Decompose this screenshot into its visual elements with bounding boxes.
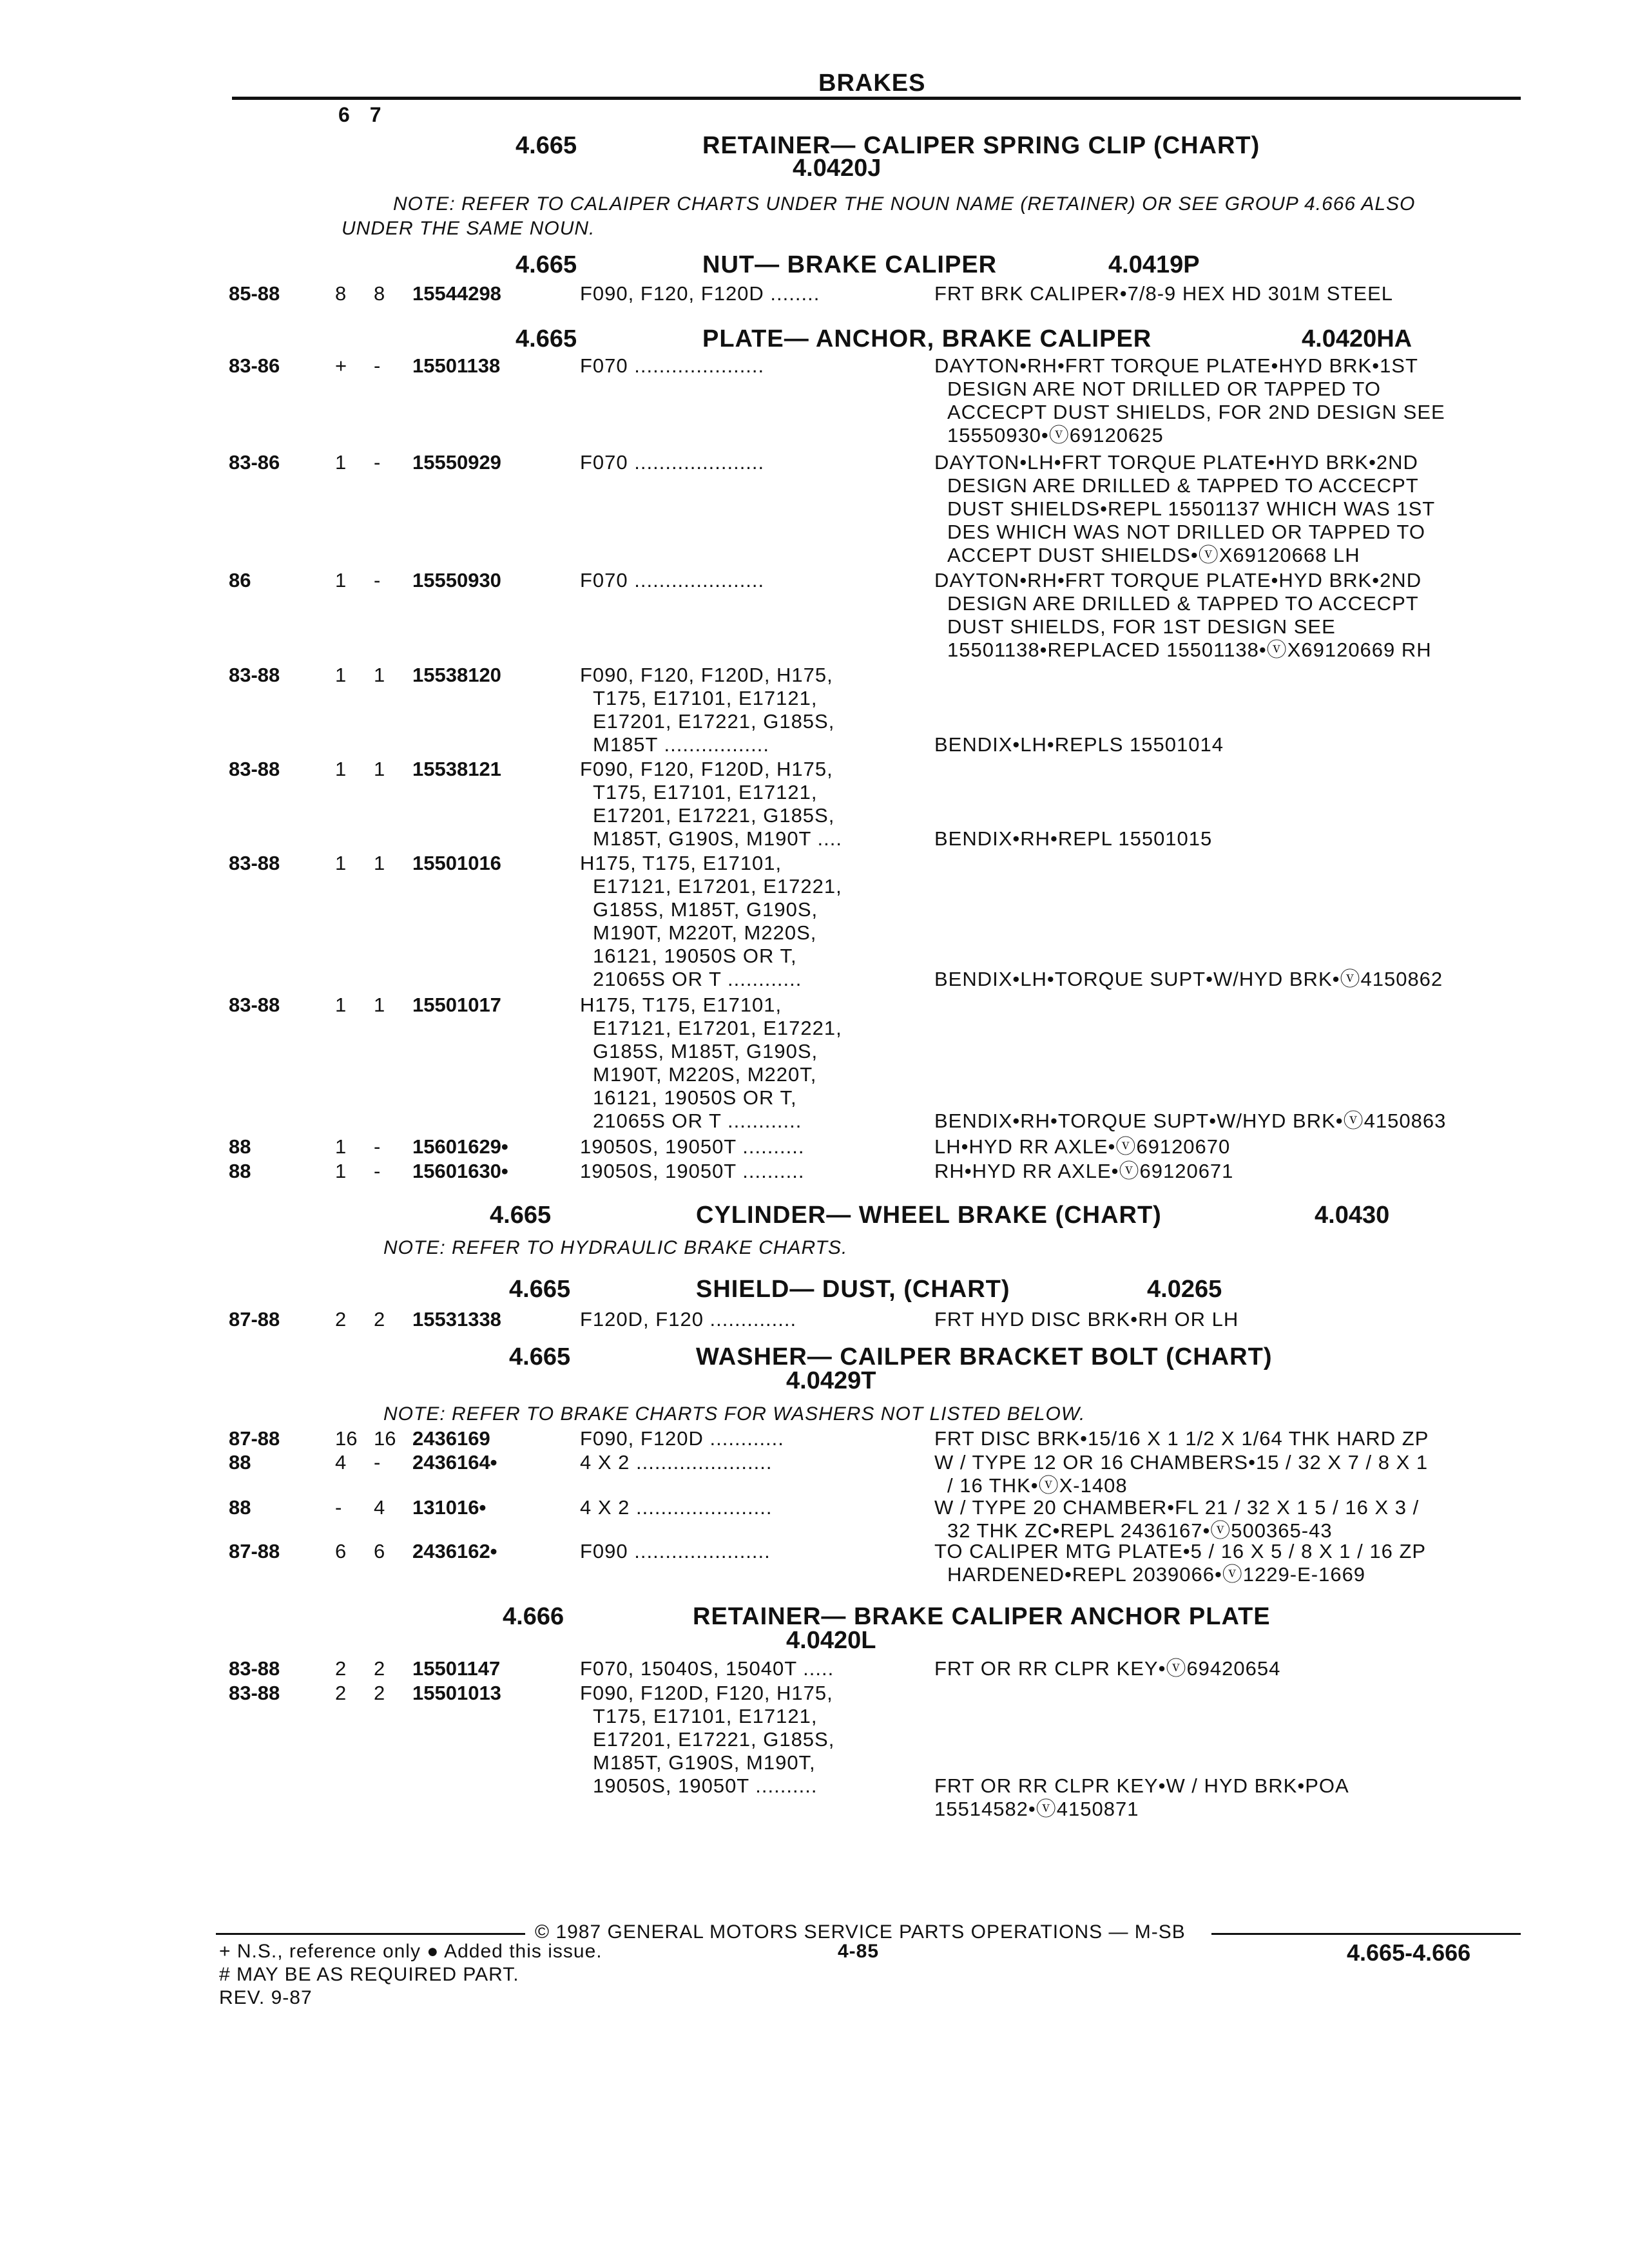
row-model-line: M190T, M220T, M220S,: [593, 921, 817, 944]
section-code: 4.0430: [1315, 1202, 1390, 1229]
row-qty-2: -: [374, 451, 381, 474]
section-title: RETAINER— CALIPER SPRING CLIP (CHART): [702, 132, 1260, 159]
section-title: WASHER— CAILPER BRACKET BOLT (CHART): [696, 1343, 1273, 1370]
row-qty-1: 1: [335, 994, 347, 1016]
row-description-line: LH•HYD RR AXLE•ⓥ69120670: [934, 1135, 1231, 1158]
row-description-line: DUST SHIELDS•REPL 15501137 WHICH WAS 1ST: [947, 497, 1436, 520]
page-header: BRAKES: [818, 70, 926, 97]
row-qty-2: 4: [374, 1496, 385, 1519]
row-qty-1: 2: [335, 1682, 347, 1704]
row-years: 83-86: [229, 451, 280, 474]
section-title: SHIELD— DUST, (CHART): [696, 1276, 1010, 1303]
row-description-line: ACCECPT DUST SHIELDS, FOR 2ND DESIGN SEE: [947, 401, 1445, 423]
row-model-line: F070 .....................: [580, 451, 765, 474]
row-years: 87-88: [229, 1540, 280, 1562]
row-years: 83-88: [229, 664, 280, 686]
row-description-line: DAYTON•RH•FRT TORQUE PLATE•HYD BRK•1ST: [934, 354, 1418, 377]
section-title: NUT— BRAKE CALIPER: [702, 251, 998, 278]
row-part-number: 2436169: [412, 1427, 490, 1450]
row-description-line: W / TYPE 12 OR 16 CHAMBERS•15 / 32 X 7 / 8 X 1: [934, 1451, 1429, 1474]
row-qty-2: 16: [374, 1427, 396, 1450]
footer-rule-left: [216, 1933, 525, 1935]
row-model-line: E17121, E17201, E17221,: [593, 1017, 842, 1039]
row-part-number: 15501013: [412, 1682, 501, 1704]
row-qty-1: 1: [335, 852, 347, 874]
row-qty-1: 4: [335, 1451, 347, 1474]
row-part-number: 15544298: [412, 282, 501, 305]
row-description-line: 15550930•ⓥ69120625: [947, 424, 1164, 447]
row-years: 87-88: [229, 1427, 280, 1450]
row-model-line: E17201, E17221, G185S,: [593, 710, 835, 733]
row-part-number: 15538121: [412, 758, 501, 780]
row-years: 86: [229, 569, 251, 591]
row-qty-2: -: [374, 569, 381, 591]
row-part-number: 131016•: [412, 1496, 487, 1519]
row-qty-1: 1: [335, 758, 347, 780]
row-qty-1: 6: [335, 1540, 347, 1562]
row-qty-2: 1: [374, 664, 385, 686]
row-description-line: DAYTON•LH•FRT TORQUE PLATE•HYD BRK•2ND: [934, 451, 1418, 474]
row-years: 87-88: [229, 1308, 280, 1331]
row-model-line: F090, F120, F120D, H175,: [580, 758, 833, 780]
column-numbers: 6 7: [338, 103, 381, 126]
section-note: NOTE: REFER TO BRAKE CHARTS FOR WASHERS NOT LISTED BELOW.: [383, 1403, 1086, 1425]
row-qty-2: 1: [374, 758, 385, 780]
row-description-line: ACCEPT DUST SHIELDS•ⓥX69120668 LH: [947, 544, 1360, 566]
row-qty-2: -: [374, 1160, 381, 1182]
section-code: 4.0265: [1147, 1276, 1222, 1303]
row-years: 83-88: [229, 852, 280, 874]
row-model-line: F070 .....................: [580, 354, 765, 377]
row-model-line: F090, F120, F120D, H175,: [580, 664, 833, 686]
row-part-number: 15501016: [412, 852, 501, 874]
row-part-number: 15501147: [412, 1657, 501, 1680]
row-qty-2: -: [374, 1451, 381, 1474]
row-model-line: F070 .....................: [580, 569, 765, 591]
row-qty-1: 1: [335, 451, 347, 474]
section-group-number: 4.665: [516, 251, 577, 278]
row-description-line: FRT OR RR CLPR KEY•ⓥ69420654: [934, 1657, 1281, 1680]
section-code: 4.0420J: [793, 155, 882, 182]
row-part-number: 15501017: [412, 994, 501, 1016]
row-qty-1: 2: [335, 1308, 347, 1331]
row-model-line: G185S, M185T, G190S,: [593, 1040, 818, 1062]
row-model-line: T175, E17101, E17121,: [593, 781, 818, 803]
row-description-line: HARDENED•REPL 2039066•ⓥ1229-E-1669: [947, 1563, 1366, 1586]
row-model-line: F090 ......................: [580, 1540, 771, 1562]
row-model-line: M185T, G190S, M190T ....: [593, 827, 842, 850]
row-qty-2: 2: [374, 1657, 385, 1680]
row-description-line: 15514582•ⓥ4150871: [934, 1798, 1139, 1820]
row-model-line: T175, E17101, E17121,: [593, 687, 818, 709]
row-qty-2: 6: [374, 1540, 385, 1562]
row-model-line: E17201, E17221, G185S,: [593, 804, 835, 827]
section-title: CYLINDER— WHEEL BRAKE (CHART): [696, 1202, 1162, 1229]
row-part-number: 15550930: [412, 569, 501, 591]
row-years: 85-88: [229, 282, 280, 305]
row-qty-2: 8: [374, 282, 385, 305]
row-model-line: 16121, 19050S OR T,: [593, 1086, 797, 1109]
section-code: 4.0419P: [1108, 251, 1200, 278]
footer-page-number: 4-85: [838, 1941, 880, 1962]
row-qty-1: 1: [335, 569, 347, 591]
row-qty-1: 1: [335, 664, 347, 686]
section-group-number: 4.665: [509, 1343, 571, 1370]
row-qty-2: -: [374, 354, 381, 377]
row-model-line: 16121, 19050S OR T,: [593, 945, 797, 967]
row-model-line: F070, 15040S, 15040T .....: [580, 1657, 834, 1680]
row-description-line: 15501138•REPLACED 15501138•ⓥX69120669 RH: [947, 639, 1432, 661]
row-description-line: DUST SHIELDS, FOR 1ST DESIGN SEE: [947, 615, 1336, 638]
row-qty-1: 8: [335, 282, 347, 305]
row-model-line: 19050S, 19050T ..........: [580, 1135, 805, 1158]
section-code: 4.0420L: [786, 1627, 876, 1654]
row-part-number: 15550929: [412, 451, 501, 474]
row-model-line: 19050S, 19050T ..........: [593, 1774, 818, 1797]
footer-group-range: 4.665-4.666: [1347, 1939, 1471, 1966]
section-title: PLATE— ANCHOR, BRAKE CALIPER: [702, 325, 1152, 352]
row-model-line: H175, T175, E17101,: [580, 994, 782, 1016]
section-note: NOTE: REFER TO HYDRAULIC BRAKE CHARTS.: [383, 1237, 848, 1258]
section-note: UNDER THE SAME NOUN.: [342, 218, 595, 239]
row-years: 88: [229, 1135, 251, 1158]
row-years: 83-88: [229, 1682, 280, 1704]
row-qty-2: 2: [374, 1682, 385, 1704]
section-code: 4.0429T: [786, 1367, 876, 1394]
row-qty-1: 2: [335, 1657, 347, 1680]
row-description-line: DESIGN ARE DRILLED & TAPPED TO ACCECPT: [947, 474, 1419, 497]
row-years: 88: [229, 1496, 251, 1519]
row-qty-2: 1: [374, 852, 385, 874]
row-years: 88: [229, 1451, 251, 1474]
row-model-line: F090, F120, F120D ........: [580, 282, 820, 305]
row-description-line: BENDIX•LH•REPLS 15501014: [934, 733, 1224, 756]
row-model-line: M185T, G190S, M190T,: [593, 1751, 816, 1774]
row-description-line: DES WHICH WAS NOT DRILLED OR TAPPED TO: [947, 521, 1425, 543]
row-years: 83-88: [229, 758, 280, 780]
row-part-number: 2436162•: [412, 1540, 497, 1562]
row-years: 83-86: [229, 354, 280, 377]
footer-revision: REV. 9-87: [219, 1987, 313, 2008]
row-qty-1: 16: [335, 1427, 358, 1450]
row-model-line: T175, E17101, E17121,: [593, 1705, 818, 1727]
footer-legend-1: + N.S., reference only ● Added this issue.: [219, 1941, 602, 1962]
row-model-line: 4 X 2 ......................: [580, 1451, 773, 1474]
footer-legend-2: # MAY BE AS REQUIRED PART.: [219, 1964, 519, 1985]
row-model-line: F090, F120D ............: [580, 1427, 784, 1450]
row-qty-1: 1: [335, 1160, 347, 1182]
row-model-line: 21065S OR T ............: [593, 968, 802, 990]
row-model-line: E17121, E17201, E17221,: [593, 875, 842, 898]
row-description-line: FRT OR RR CLPR KEY•W / HYD BRK•POA: [934, 1774, 1349, 1797]
footer-rule-right: [1211, 1933, 1521, 1935]
row-qty-2: -: [374, 1135, 381, 1158]
row-qty-2: 2: [374, 1308, 385, 1331]
section-group-number: 4.665: [490, 1202, 552, 1229]
header-rule: [232, 97, 1521, 100]
row-part-number: 15601629•: [412, 1135, 508, 1158]
row-model-line: 4 X 2 ......................: [580, 1496, 773, 1519]
row-part-number: 15531338: [412, 1308, 501, 1331]
row-qty-1: -: [335, 1496, 342, 1519]
row-model-line: H175, T175, E17101,: [580, 852, 782, 874]
row-description-line: FRT BRK CALIPER•7/8-9 HEX HD 301M STEEL: [934, 282, 1393, 305]
section-title: RETAINER— BRAKE CALIPER ANCHOR PLATE: [693, 1603, 1271, 1630]
section-group-number: 4.666: [503, 1603, 564, 1630]
row-years: 83-88: [229, 1657, 280, 1680]
row-description-line: / 16 THK•ⓥX-1408: [947, 1474, 1128, 1497]
row-part-number: 15538120: [412, 664, 501, 686]
row-part-number: 15501138: [412, 354, 501, 377]
row-description-line: RH•HYD RR AXLE•ⓥ69120671: [934, 1160, 1234, 1182]
row-years: 83-88: [229, 994, 280, 1016]
section-note: NOTE: REFER TO CALAIPER CHARTS UNDER THE NOUN NAME (RETAINER) OR SEE GROUP 4.666 ALSO: [393, 193, 1416, 215]
row-description-line: TO CALIPER MTG PLATE•5 / 16 X 5 / 8 X 1 / 16 ZP: [934, 1540, 1427, 1562]
row-model-line: M185T .................: [593, 733, 769, 756]
row-qty-1: +: [335, 354, 347, 377]
row-model-line: 19050S, 19050T ..........: [580, 1160, 805, 1182]
row-description-line: DAYTON•RH•FRT TORQUE PLATE•HYD BRK•2ND: [934, 569, 1422, 591]
row-model-line: E17201, E17221, G185S,: [593, 1728, 835, 1751]
row-qty-2: 1: [374, 994, 385, 1016]
row-part-number: 15601630•: [412, 1160, 508, 1182]
row-part-number: 2436164•: [412, 1451, 497, 1474]
section-group-number: 4.665: [509, 1276, 571, 1303]
row-description-line: BENDIX•RH•TORQUE SUPT•W/HYD BRK•ⓥ4150863: [934, 1110, 1447, 1132]
row-description-line: FRT DISC BRK•15/16 X 1 1/2 X 1/64 THK HARD ZP: [934, 1427, 1429, 1450]
row-model-line: 21065S OR T ............: [593, 1110, 802, 1132]
footer-copyright: © 1987 GENERAL MOTORS SERVICE PARTS OPERATIONS — M-SB: [535, 1921, 1186, 1943]
row-description-line: 32 THK ZC•REPL 2436167•ⓥ500365-43: [947, 1519, 1333, 1542]
section-group-number: 4.665: [516, 132, 577, 159]
row-description-line: DESIGN ARE DRILLED & TAPPED TO ACCECPT: [947, 592, 1419, 615]
section-group-number: 4.665: [516, 325, 577, 352]
row-description-line: BENDIX•LH•TORQUE SUPT•W/HYD BRK•ⓥ4150862: [934, 968, 1443, 990]
row-model-line: G185S, M185T, G190S,: [593, 898, 818, 921]
row-qty-1: 1: [335, 1135, 347, 1158]
row-description-line: FRT HYD DISC BRK•RH OR LH: [934, 1308, 1239, 1331]
row-model-line: F120D, F120 ..............: [580, 1308, 797, 1331]
row-description-line: BENDIX•RH•REPL 15501015: [934, 827, 1213, 850]
row-description-line: DESIGN ARE NOT DRILLED OR TAPPED TO: [947, 378, 1381, 400]
row-model-line: F090, F120D, F120, H175,: [580, 1682, 833, 1704]
row-description-line: W / TYPE 20 CHAMBER•FL 21 / 32 X 1 5 / 16 X 3 /: [934, 1496, 1420, 1519]
row-years: 88: [229, 1160, 251, 1182]
row-model-line: M190T, M220S, M220T,: [593, 1063, 817, 1086]
section-code: 4.0420HA: [1302, 325, 1412, 352]
